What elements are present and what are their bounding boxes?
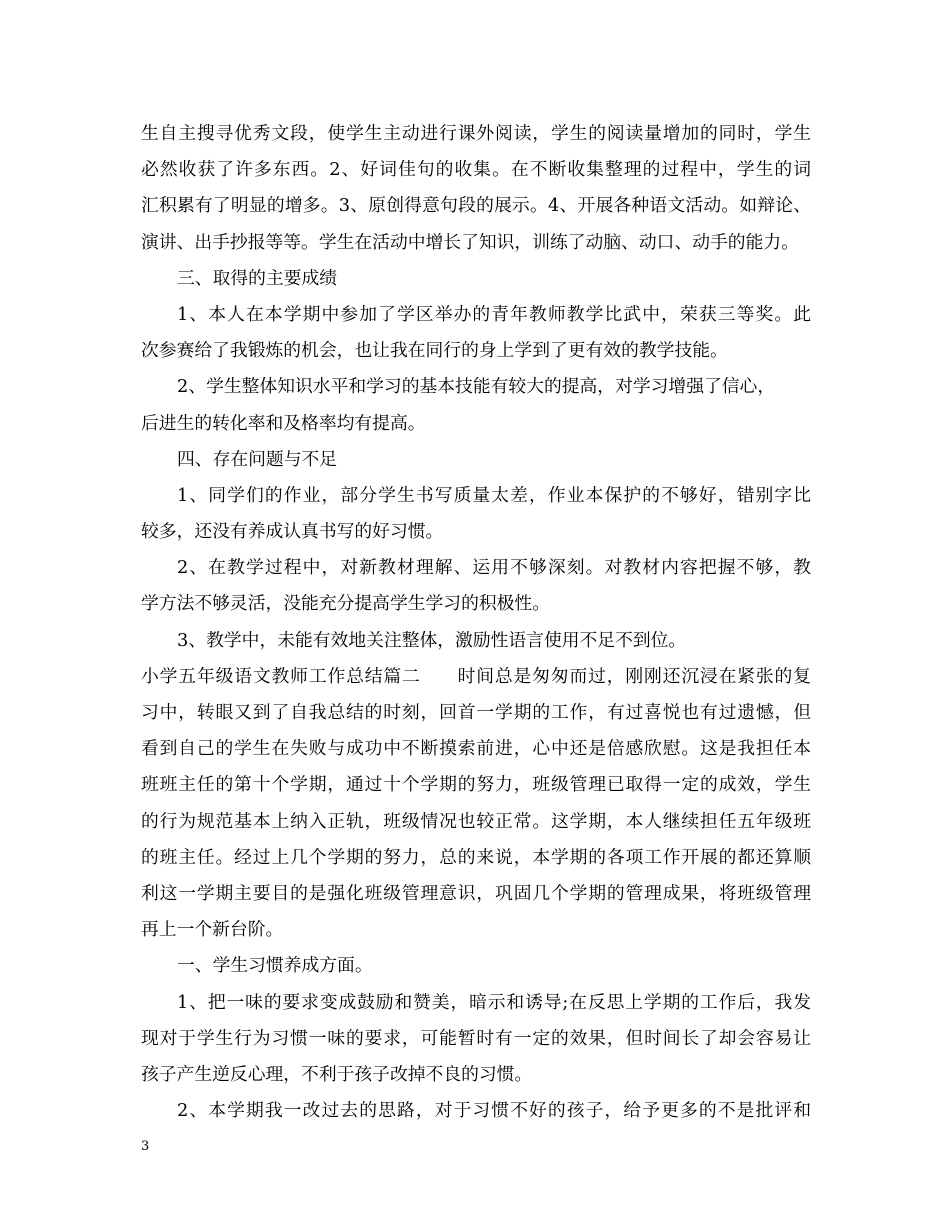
text-line: 再上一个新台阶。 — [141, 919, 284, 941]
text-line: 2、学生整体知识水平和学习的基本技能有较大的提高，对学习增强了信心， — [177, 376, 776, 398]
intro-text: 时间总是匆匆而过，刚刚还沉浸在紧张的复 — [456, 665, 811, 687]
text-line: 的行为规范基本上纳入正轨，班级情况也较正常。这学期，本人继续担任五年级班 — [141, 810, 811, 832]
text-line: 学方法不够灵活，没能充分提高学生学习的积极性。 — [141, 593, 550, 615]
text-line: 2、在教学过程中，对新教材理解、运用不够深刻。对教材内容把握不够，教 — [177, 557, 811, 579]
text-line: 3、教学中，未能有效地关注整体，激励性语言使用不足不到位。 — [177, 629, 687, 651]
text-line: 后进生的转化率和及格率均有提高。 — [141, 412, 426, 434]
text-line: 习中，转眼又到了自我总结的时刻，回首一学期的工作，有过喜悦也有过遗憾，但 — [141, 702, 811, 723]
text-line: 看到自己的学生在失败与成功中不断摸索前进，心中还是倍感欣慰。这是我担任本 — [141, 738, 811, 760]
section-heading: 三、取得的主要成绩 — [177, 267, 338, 289]
section-heading: 一、学生习惯养成方面。 — [177, 955, 373, 977]
text-line: 利这一学期主要目的是强化班级管理意识，巩固几个学期的管理成果，将班级管理 — [141, 882, 811, 904]
text-line: 1、同学们的作业，部分学生书写质量太差，作业本保护的不够好，错别字比 — [177, 484, 811, 506]
text-line: 演讲、出手抄报等等。学生在活动中增长了知识，训练了动脑、动口、动手的能力。 — [141, 231, 799, 253]
text-line: 较多，还没有养成认真书写的好习惯。 — [141, 521, 444, 543]
text-line: 现对于学生行为习惯一味的要求，可能暂时有一定的效果，但时间长了却会容易让 — [141, 1027, 811, 1049]
page-number: 3 — [141, 1139, 150, 1154]
article-title: 小学五年级语文教师工作总结篇二 — [141, 665, 421, 687]
text-line: 生自主搜寻优秀文段，使学生主动进行课外阅读，学生的阅读量增加的同时，学生 — [141, 123, 811, 144]
text-line: 班班主任的第十个学期，通过十个学期的努力，班级管理已取得一定的成效，学生 — [141, 774, 811, 796]
text-line: 必然收获了许多东西。2、好词佳句的收集。在不断收集整理的过程中，学生的词 — [141, 159, 811, 181]
document-body — [141, 116, 811, 1129]
text-line: 2、本学期我一改过去的思路，对于习惯不好的孩子，给予更多的不是批评和 — [177, 1100, 811, 1122]
text-line: 孩子产生逆反心理，不利于孩子改掉不良的习惯。 — [141, 1063, 533, 1085]
text-line: 1、本人在本学期中参加了学区举办的青年教师教学比武中，荣获三等奖。此 — [177, 303, 811, 325]
text-line: 的班主任。经过上几个学期的努力，总的来说，本学期的各项工作开展的都还算顺 — [141, 846, 811, 868]
text-line: 汇积累有了明显的增多。3、原创得意句段的展示。4、开展各种语文活动。如辩论、 — [141, 195, 811, 217]
section-heading: 四、存在问题与不足 — [177, 448, 338, 470]
text-line: 次参赛给了我锻炼的机会，也让我在同行的身上学到了更有效的教学技能。 — [141, 340, 728, 362]
text-line: 1、把一味的要求变成鼓励和赞美，暗示和诱导;在反思上学期的工作后，我发 — [177, 991, 811, 1013]
article-title-line — [141, 659, 811, 695]
